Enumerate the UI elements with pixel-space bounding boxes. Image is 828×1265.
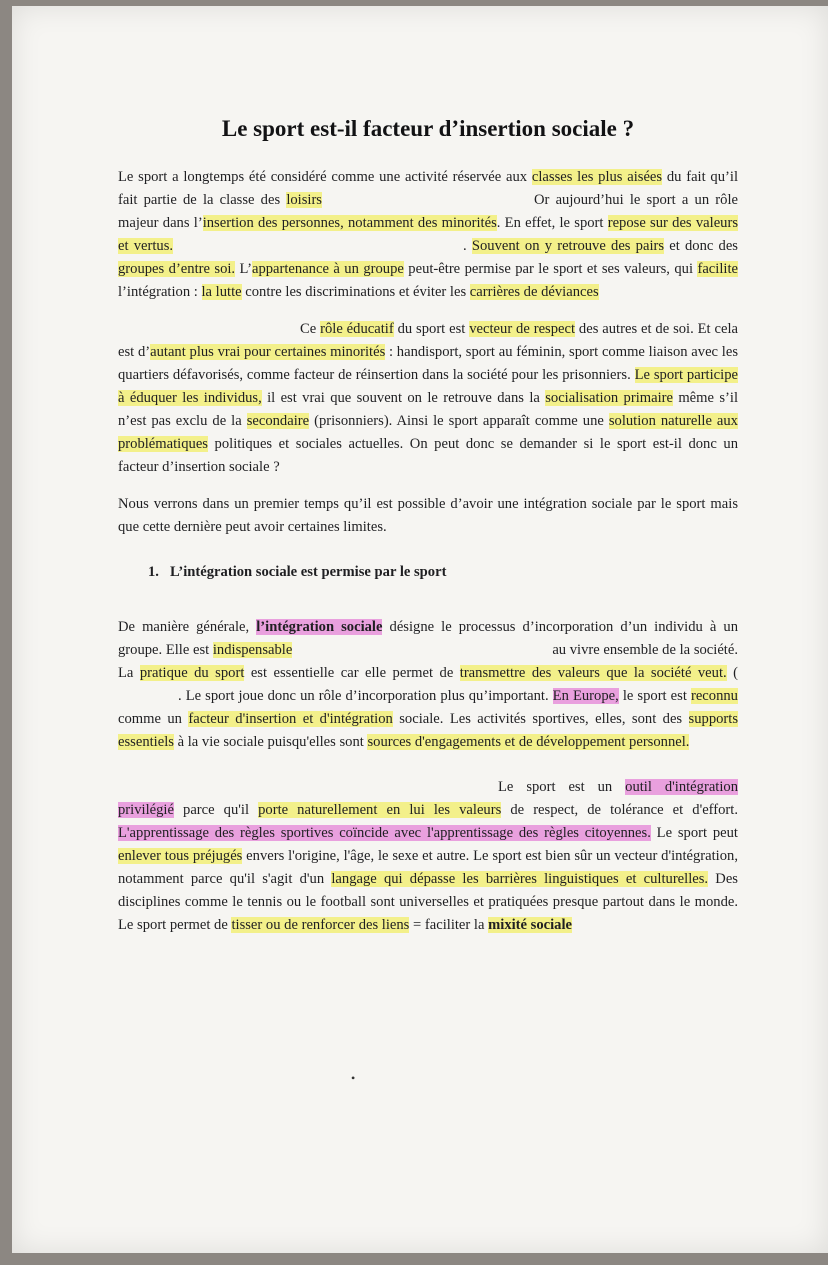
highlight-indispensable: indispensable xyxy=(212,642,293,658)
section-label: L’intégration sociale est permise par le sport xyxy=(170,564,447,580)
highlight-autant: autant plus vrai pour certaines minorités xyxy=(150,344,386,360)
highlight-participe: Le sport participe à éduquer les individus, xyxy=(118,367,738,406)
text-run: des autres et de soi. Et cela est d’ xyxy=(118,321,738,360)
highlight-europe: En Europe, xyxy=(552,688,619,704)
highlight-supports: supports essentiels xyxy=(118,711,739,750)
document-body xyxy=(118,100,738,951)
text-run: il est vrai que souvent on le retrouve dans la xyxy=(261,390,546,406)
text-run: le sport est xyxy=(618,688,691,704)
text-run: contre les discriminations et éviter les xyxy=(241,284,470,300)
text-run: . En effet, le sport xyxy=(496,215,608,231)
text-run: Ce xyxy=(300,321,321,337)
section-number: 1. xyxy=(148,564,159,580)
plan-paragraph: Nous verrons dans un premier temps qu’il est possible d’avoir une intégration sociale par le sport mais que cette dernière peut avoir certaines limites. xyxy=(118,496,738,535)
highlight-reconnu: reconnu xyxy=(690,688,738,704)
text-run: ( xyxy=(726,665,738,681)
text-run: même s’il n’est pas exclu de la xyxy=(118,390,738,429)
highlight-facteur: facteur d'insertion et d'intégration xyxy=(188,711,393,727)
highlight-carrieres: carrières de déviances xyxy=(469,284,599,300)
text-run: au vivre ensemble de la société. La xyxy=(118,642,738,681)
text-run: De manière générale, xyxy=(118,619,257,635)
text-run: = faciliter la xyxy=(409,917,489,933)
bold-term: mixité sociale xyxy=(488,917,572,933)
text-run: Le sport peut xyxy=(650,825,738,841)
text-run: Le sport a longtemps été considéré comme une activité réservée aux xyxy=(118,169,532,185)
text-run: Or aujourd’hui le sport a un rôle majeur dans l’ xyxy=(118,192,738,231)
highlight-mixite xyxy=(488,917,572,933)
stray-dot: • xyxy=(351,1071,356,1085)
highlight-role: rôle éducatif xyxy=(320,321,394,337)
highlight-groupes: groupes d’entre soi. xyxy=(118,261,236,277)
highlight-facilite: facilite xyxy=(697,261,738,277)
text-run: L’ xyxy=(235,261,252,277)
highlight-outil: outil d'intégration privilégié xyxy=(118,779,738,818)
text-run: du sport est xyxy=(393,321,470,337)
highlight-tisser: tisser ou de renforcer des liens xyxy=(231,917,410,933)
text-run: envers l'origine, l'âge, le sexe et autre. Le sport est bien sûr un vecteur d'intégration, notamment parce qu'il s'agit d'un xyxy=(118,848,738,887)
text-run: du fait qu’il fait partie de la classe des xyxy=(118,169,738,208)
text-run: de respect, de tolérance et d'effort. xyxy=(501,802,738,818)
text-run: comme un xyxy=(118,711,189,727)
text-run: sociale. Les activités sportives, elles, sont des xyxy=(392,711,689,727)
text-run: à la vie sociale puisqu'elles sont xyxy=(173,734,368,750)
highlight-transmettre: transmettre des valeurs que la société veut. xyxy=(459,665,727,681)
text-run: peut-être permise par le sport et ses valeurs, qui xyxy=(403,261,698,277)
text-run: : handisport, sport au féminin, sport comme liaison avec les quartiers défavorisés, comme facteur de réinsertion dans la société pour les prisonniers. xyxy=(118,344,738,383)
text-run: . Le sport joue donc un rôle d’incorporation plus qu’important. xyxy=(178,688,553,704)
highlight-secondaire: secondaire xyxy=(246,413,310,429)
highlight-vecteur: vecteur de respect xyxy=(469,321,576,337)
highlight-solution: solution naturelle aux problématiques xyxy=(118,413,738,452)
highlight-langage: langage qui dépasse les barrières linguistiques et culturelles. xyxy=(331,871,709,887)
highlight-repose: repose sur des valeurs et vertus. xyxy=(118,215,739,254)
highlight-integration-sociale xyxy=(256,619,382,635)
highlight-apprentissage: L'apprentissage des règles sportives coïncide avec l'apprentissage des règles citoyennes. xyxy=(118,825,651,841)
highlight-enlever: enlever tous préjugés xyxy=(118,848,243,864)
highlight-souvent: Souvent on y retrouve des pairs xyxy=(471,238,665,254)
section-heading-1 xyxy=(148,561,738,584)
text-run: parce qu'il xyxy=(173,802,259,818)
highlight-sources: sources d'engagements et de développement personnel. xyxy=(367,734,690,750)
integration-paragraph xyxy=(118,616,738,754)
highlight-porte: porte naturellement en lui les valeurs xyxy=(258,802,502,818)
text-run: désigne le processus d’incorporation d’un individu à un groupe. Elle est xyxy=(118,619,738,658)
highlight-pratique: pratique du sport xyxy=(139,665,245,681)
text-run: Le sport est un xyxy=(498,779,626,795)
text-run: Des disciplines comme le tennis ou le football sont universelles et pratiquées presque partout dans le monde. Le sport permet de xyxy=(118,871,738,933)
highlight-classes: classes les plus aisées xyxy=(531,169,663,185)
paper-sheet xyxy=(12,6,828,1253)
highlight-socialisation: socialisation primaire xyxy=(545,390,673,406)
document-title: Le sport est-il facteur d’insertion sociale ? xyxy=(221,116,635,141)
text-run: (prisonniers). Ainsi le sport apparaît comme une xyxy=(309,413,609,429)
text-run: l’intégration : xyxy=(118,284,202,300)
text-run: politiques et sociales actuelles. On peut donc se demander si le sport est-il donc un facteur d’insertion sociale ? xyxy=(118,436,738,475)
bold-term: l’intégration sociale xyxy=(256,619,383,635)
intro-paragraph xyxy=(118,166,738,304)
highlight-loisirs: loisirs xyxy=(286,192,322,208)
role-paragraph xyxy=(118,318,738,479)
highlight-lutte: la lutte xyxy=(201,284,242,300)
text-run: est essentielle car elle permet de xyxy=(244,665,460,681)
outil-paragraph xyxy=(118,776,738,937)
text-run: et donc des xyxy=(664,238,738,254)
highlight-insertion: insertion des personnes, notamment des minorités xyxy=(202,215,497,231)
highlight-appartenance: appartenance à un groupe xyxy=(251,261,404,277)
text-run: . xyxy=(463,238,472,254)
